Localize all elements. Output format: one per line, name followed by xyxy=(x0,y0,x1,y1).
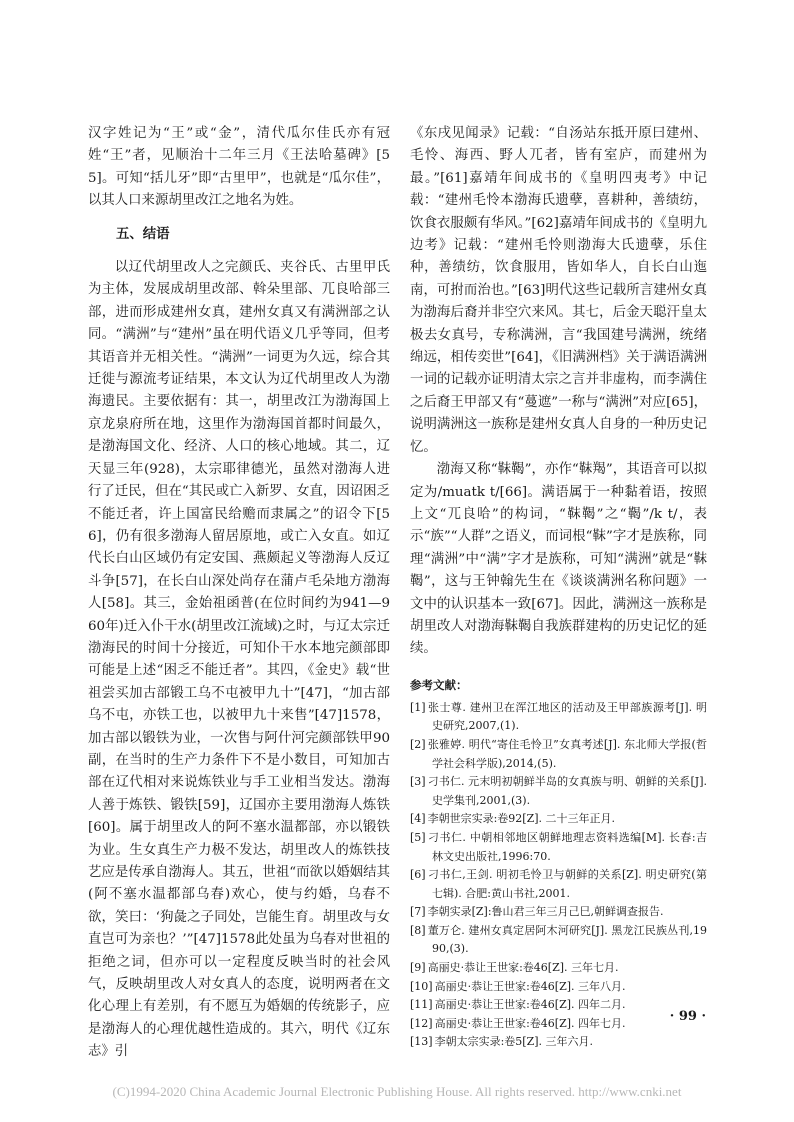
reference-item xyxy=(410,922,707,959)
reference-number: [8] xyxy=(410,923,426,937)
reference-text: 张雅婷. 明代“寄住毛怜卫”女真考述[J]. 东北师大学报(哲学社会科学版),2014,(5). xyxy=(427,737,707,770)
body-paragraph: 汉字姓记为“王”或“金”，清代瓜尔佳氏亦有冠姓“王”者，见顺治十二年三月《王法哈墓碑》[55]。可知“括儿牙”即“古里甲”，也就是“瓜尔佳”，以其人口来源胡里改江之地名为姓。 xyxy=(88,126,390,209)
reference-item xyxy=(410,1033,707,1052)
reference-item xyxy=(410,773,707,810)
reference-number: [2] xyxy=(410,737,426,751)
references-list xyxy=(410,699,707,1052)
reference-text: 李朝实录[Z]:鲁山君三年三月己巳,朝鲜调查报告. xyxy=(427,905,664,919)
reference-text: 高丽史·恭让王世家:卷46[Z]. 三年七月. xyxy=(427,961,619,975)
left-column xyxy=(88,123,390,1064)
copyright-footer: (C)1994-2020 China Academic Journal Electronic Publishing House. All rights reserved. http://www.cnki.net xyxy=(112,1084,682,1099)
reference-text: 刁书仁. 元末明初朝鲜半岛的女真族与明、朝鲜的关系[J]. 史学集刊,2001,(3). xyxy=(427,775,707,807)
section-heading: 五、结语 xyxy=(116,226,170,242)
reference-number: [12] xyxy=(410,1016,433,1030)
reference-text: 李朝太宗实录:卷5[Z]. 三年六月. xyxy=(434,1035,594,1049)
reference-text: 高丽史·恭让王世家:卷46[Z]. 四年七月. xyxy=(434,1016,626,1030)
reference-number: [7] xyxy=(410,905,426,919)
reference-number: [13] xyxy=(410,1035,433,1049)
reference-item xyxy=(410,903,707,922)
reference-item xyxy=(410,810,707,829)
reference-number: [9] xyxy=(410,961,426,975)
page-number: · 99 · xyxy=(669,1009,706,1024)
reference-text: 董万仑. 建州女真定居阿木河研究[J]. 黑龙江民族丛刊,1990,(3). xyxy=(427,923,707,956)
reference-number: [10] xyxy=(410,979,433,993)
references-heading: 参考文献： xyxy=(410,677,468,692)
body-paragraph: 《东戌见闻录》记载：“自汤站东抵开原曰建州、毛怜、海西、野人兀者，皆有室庐，而建州为最。”[61]嘉靖年间成书的《皇明四夷考》中记载：“建州毛怜本渤海氏遗孽，喜耕种，善绩纺，饮食衣服颇有华风。”[62]嘉靖年间成书的《皇明九边考》记载：“建州毛怜则渤海大氏遗孽，乐住种，善绩纺，饮食服用，皆如华人，自长白山迤南，可拊而治也。”[63]明代这些记载所言建州女真为渤海后裔并非空穴来风。其七，后金天聪汗皇太极去女真号，专称满洲，言“我国建号满洲，统绪绵远，相传奕世”[64]，《旧满洲档》关于满语满洲一词的记载亦证明清太宗之言并非虚构，而李满住之后裔王甲部又有“蔓遮”一称与“满洲”对应[65]，说明满洲这一族称是建州女真人自身的一种历史记忆。 xyxy=(410,126,707,455)
reference-text: 高丽史·恭让王世家:卷46[Z]. 三年八月. xyxy=(434,979,626,993)
reference-number: [3] xyxy=(410,775,426,789)
reference-item xyxy=(410,736,707,773)
reference-item xyxy=(410,866,707,903)
reference-item xyxy=(410,699,707,736)
reference-item xyxy=(410,959,707,978)
right-column xyxy=(410,123,707,1052)
reference-text: 李朝世宗实录:卷92[Z]. 二十三年正月. xyxy=(427,812,616,826)
reference-number: [4] xyxy=(410,812,426,826)
reference-text: 刁书仁. 中朝相邻地区朝鲜地理志资料选编[M]. 长春:吉林文史出版社,1996:70. xyxy=(427,830,707,863)
reference-text: 张士尊. 建州卫在浑江地区的活动及王甲部族源考[J]. 明史研究,2007,(1). xyxy=(427,700,707,733)
reference-item xyxy=(410,829,707,866)
reference-text: 刁书仁,王剑. 明初毛怜卫与朝鲜的关系[Z]. 明史研究(第七辑). 合肥:黄山书社,2001. xyxy=(427,868,707,900)
reference-number: [1] xyxy=(410,700,426,714)
reference-number: [5] xyxy=(410,830,426,844)
reference-item xyxy=(410,978,707,997)
reference-number: [11] xyxy=(410,998,433,1012)
body-paragraph: 渤海又称“靺鞨”，亦作“靺羯”，其语音可以拟定为/muatk t/[66]。满语属于一种黏着语，按照上文“兀良哈”的构词，“靺鞨”之“鞨”/k t/，表示“族”“人群”之语义，而词根“靺”字才是族称，同理“满洲”中“满”字才是族称，可知“满洲”就是“靺鞨”，这与王钟翰先生在《谈谈满洲名称问题》一文中的认识基本一致[67]。因此，满洲这一族称是胡里改人对渤海靺鞨自我族群建构的历史记忆的延续。 xyxy=(410,462,707,657)
body-paragraph: 以辽代胡里改人之完颜氏、夹谷氏、古里甲氏为主体，发展成胡里改部、斡朵里部、兀良哈部三部，进而形成建州女真，建州女真又有满洲部之认同。“满洲”与“建州”虽在明代语义几乎等同，但考其语音并无相关性。“满洲”一词更为久远，综合其迁徙与源流考证结果，本文认为辽代胡里改人为渤海遗民。主要依据有：其一，胡里改江为渤海国上京龙泉府所在地，这里作为渤海国首都时间最久，是渤海国文化、经济、人口的核心地域。其二，辽天显三年(928)，太宗耶律德光，虽然对渤海人进行了迁民，但在“其民或亡入新罗、女直，因诏困乏不能迁者，许上国富民给赡而隶属之”的诏令下[56]，仍有很多渤海人留居原地，或亡入女直。如辽代长白山区域仍有定安国、燕颇起义等渤海人反辽斗争[57]，在长白山深处尚存在蒲卢毛朵地方渤海人[58]。其三，金始祖函普(在位时间约为941—960年)迁入仆干水(胡里改江流域)之时，与辽太宗迁渤海民的时间十分接近，可知仆干水本地完颜部即可能是上述“困乏不能迁者”。其四，《金史》载“世祖尝买加古部锻工乌不屯被甲九十”[47]，“加古部乌不屯，亦铁工也，以被甲九十来售”[47]1578，加古部以锻铁为业，一次售与阿什河完颜部铁甲90副，在当时的生产力条件下不是小数目，可知加古部在辽代相对来说炼铁业与手工业相当发达。渤海人善于炼铁、锻铁[59]，辽国亦主要用渤海人炼铁[60]。属于胡里改人的阿不塞水温都部，亦以锻铁为业。生女真生产力极不发达，胡里改人的炼铁技艺应是传承自渤海人。其五，世祖“而欲以婚姻结其(阿不塞水温都部乌春)欢心，使与约婚，乌春不欲，笑曰：‘狗彘之子同处，岂能生育。胡里改与女直岂可为亲也？’”[47]1578此处虽为乌春对世祖的拒绝之词，但亦可以一定程度反映当时的社会风气，反映胡里改人对女真人的态度，说明两者在文化心理上有差别，有不愿互为婚姻的传统影子，应是渤海人的心理优越性造成的。其六，明代《辽东志》引 xyxy=(88,260,390,1060)
reference-number: [6] xyxy=(410,868,426,882)
reference-text: 高丽史·恭让王世家:卷46[Z]. 四年二月. xyxy=(434,998,626,1012)
